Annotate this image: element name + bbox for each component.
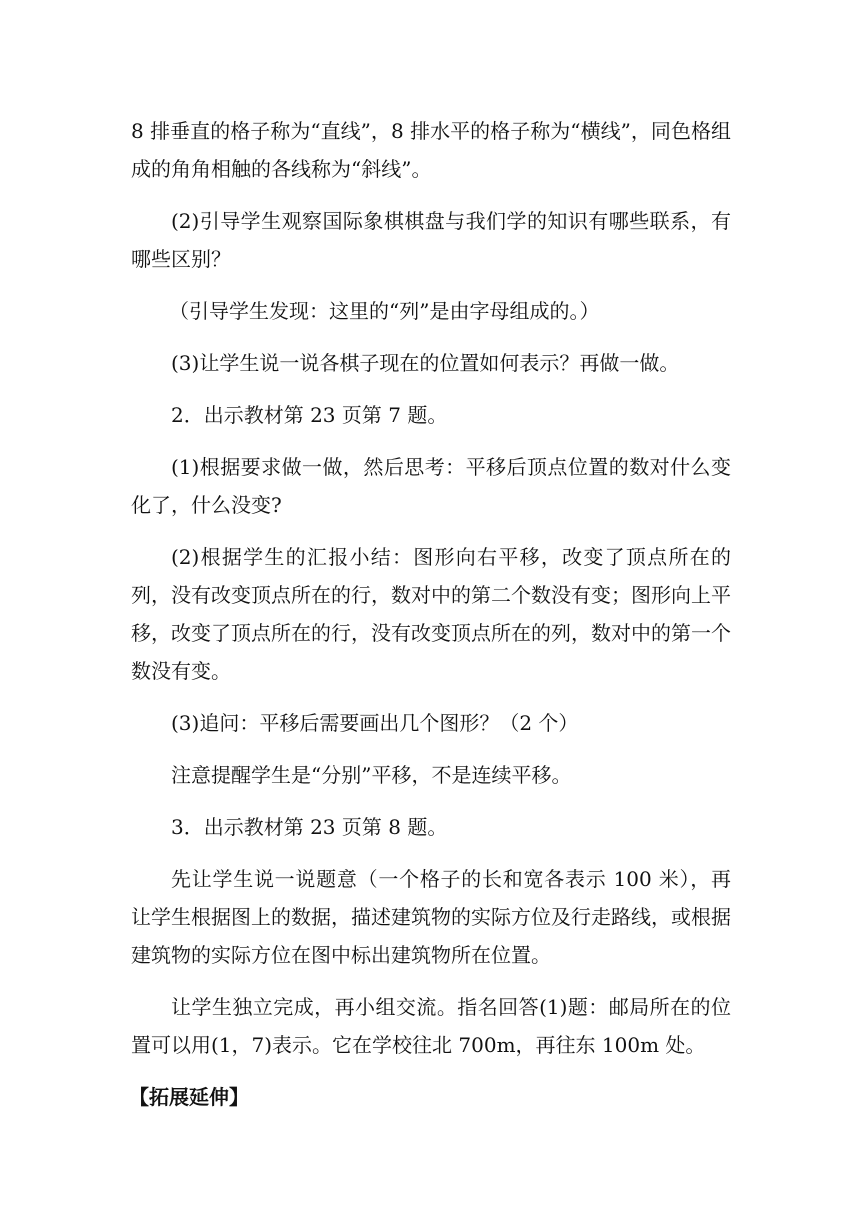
paragraph-answer: 让学生独立完成，再小组交流。指名回答(1)题：邮局所在的位置可以用(1，7)表示。它在学校往北 700m，再往东 100m 处。	[131, 995, 731, 1057]
paragraph-summary: (2)根据学生的汇报小结：图形向右平移，改变了顶点所在的列，没有改变顶点所在的行，数对中的第二个数没有变；图形向上平移，改变了顶点所在的行，没有改变顶点所在的列，数对中的第一个数没有变。	[131, 545, 731, 683]
paragraph-grid-lines: 8 排垂直的格子称为“直线”，8 排水平的格子称为“横线”，同色格组成的角角相触的各线称为“斜线”。	[131, 119, 731, 181]
paragraph-observe-chessboard: (2)引导学生观察国际象棋棋盘与我们学的知识有哪些联系，有哪些区别？	[131, 209, 731, 271]
paragraph-exercise-7: 2．出示教材第 23 页第 7 题。	[171, 403, 448, 427]
paragraph-exercise-8: 3．出示教材第 23 页第 8 题。	[171, 815, 448, 839]
paragraph-follow-up: (3)追问：平移后需要画出几个图形？（2 个）	[171, 711, 579, 735]
paragraph-reminder: 注意提醒学生是“分别”平移，不是连续平移。	[171, 763, 572, 787]
paragraph-piece-positions: (3)让学生说一说各棋子现在的位置如何表示？再做一做。	[171, 351, 680, 375]
paragraph-task-description: 先让学生说一说题意（一个格子的长和宽各表示 100 米），再让学生根据图上的数据，描述建筑物的实际方位及行走路线，或根据建筑物的实际方位在图中标出建筑物所在位置。	[131, 867, 731, 967]
document-body	[131, 112, 731, 1116]
paragraph-guide-note: （引导学生发现：这里的“列”是由字母组成的。）	[169, 299, 600, 323]
paragraph-translation-question: (1)根据要求做一做，然后思考：平移后顶点位置的数对什么变化了，什么没变?	[131, 455, 731, 517]
section-heading: 【拓展延伸】	[129, 1085, 249, 1109]
